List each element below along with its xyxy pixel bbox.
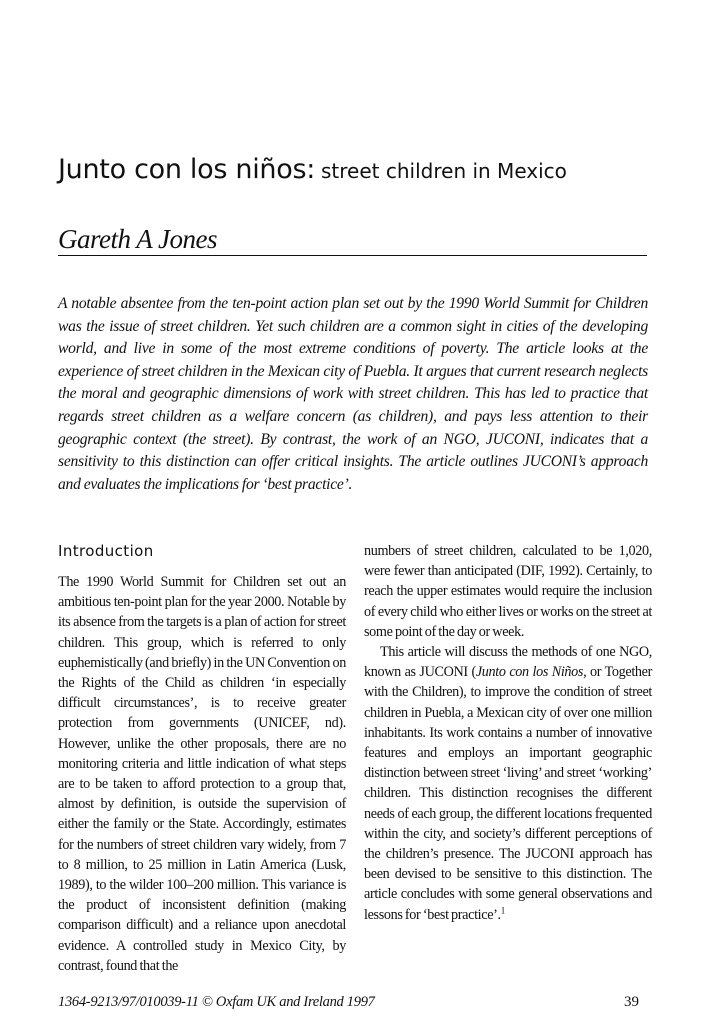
author-underline-rule [58,255,647,256]
footnote-marker: 1 [500,904,505,915]
italic-organisation-name: Junto con los Niños [475,664,584,681]
body-paragraph-continued: numbers of street children, calculated to be 1,020, were fewer than anticipated (DIF, 1992). Certainly, to reach the upper estimates would require the inclusion of every child who either lives or works on the street at some point of the day or week. [364,543,652,640]
body-paragraph: The 1990 World Summit for Children set out an ambitious ten-point plan for the year 2000. Notable by its absence from the targets is a plan of action for street children. This group, which is referred to only euphemistically (and briefly) in the UN Convention on the Rights of the Child as children ‘in especially difficult circumstances’, is to receive greater protection from governments (UNICEF, nd). However, unlike the other proposals, there are no monitoring criteria and little indication of what steps are to be taken to afford protection to a group that, almost by definition, is outside the supervision of either the family or the State. Accordingly, estimates for the numbers of street children vary widely, from 7 to 8 million, to 25 million in Latin America (Lusk, 1989), to the wilder 100–200 million. This variance is the product of inconsistent definition (making comparison difficult) and a reliance upon anecdotal evidence. A controlled study in Mexico City, by contrast, found that the [58,574,346,974]
article-title-subtitle: street children in Mexico [321,159,567,183]
paragraph-text-segment: This article will discuss the methods of one NGO, known as JUCONI ( [364,644,652,681]
article-author: Gareth A Jones [58,224,217,254]
paragraph-text-segment: , or Together with the Children), to improve the condition of street children in Puebla, a Mexican city of over one million inhabitants. Its work contains a number of innovative features and employs an important geographic distinction between street ‘living’ and street ‘working’ children. This distinction recognises the different needs of each group, the different locations frequented within the city, and society’s different perceptions of the children’s presence. The JUCONI approach has been devised to be sensitive to this distinction. The article concludes with some general observations and lessons for ‘best practice’. [364,664,652,923]
body-column-left [58,541,346,976]
body-column-right [364,541,652,925]
page-number: 39 [624,994,639,1010]
body-paragraph-juconi [364,642,652,925]
article-title [58,154,658,185]
article-abstract: A notable absentee from the ten-point action plan set out by the 1990 World Summit for Children was the issue of street children. Yet such children are a common sight in cities of the developing world, and live in some of the most extreme conditions of poverty. The article looks at the experience of street children in the Mexican city of Puebla. It argues that current research neglects the moral and geographic dimensions of work with street children. This has led to practice that regards street children as a welfare concern (as children), and pays less attention to their geographic context (the street). By contrast, the work of an NGO, JUCONI, indicates that a sensitivity to this distinction can offer critical insights. The article outlines JUCONI’s approach and evaluates the implications for ‘best practice’. [58,295,648,493]
footer-citation: 1364-9213/97/010039-11 © Oxfam UK and Ireland 1997 [58,994,375,1010]
article-title-main: Junto con los niños: [58,154,316,185]
section-heading-introduction: Introduction [58,542,154,560]
